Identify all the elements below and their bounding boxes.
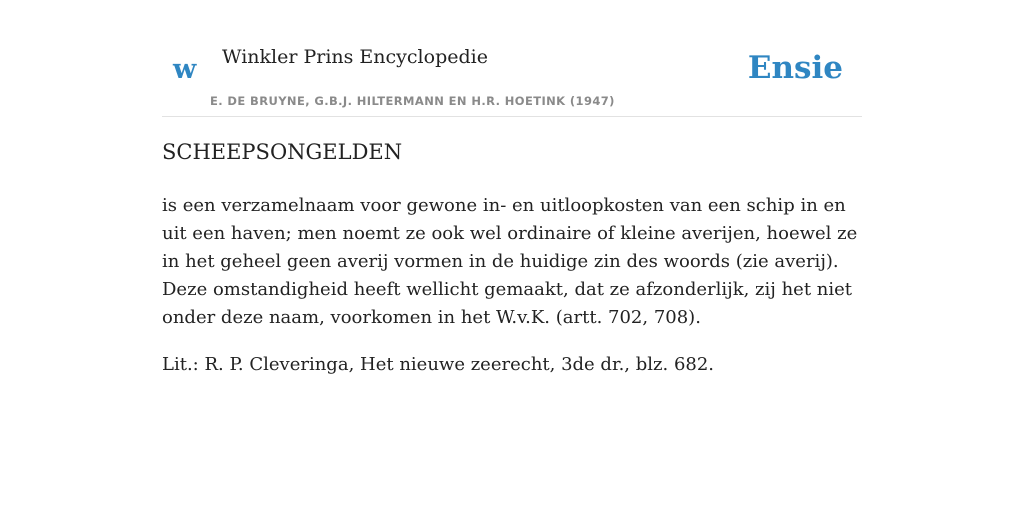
- article-headword: SCHEEPSONGELDEN: [162, 140, 403, 164]
- authors-line: E. DE BRUYNE, G.B.J. HILTERMANN EN H.R. HOETINK (1947): [210, 94, 615, 108]
- encyclopedia-header: [162, 36, 862, 117]
- winkler-prins-logo-icon[interactable]: w: [173, 54, 197, 85]
- encyclopedia-title[interactable]: Winkler Prins Encyclopedie: [222, 46, 488, 68]
- ensie-logo[interactable]: Ensie: [747, 50, 843, 86]
- article-body: is een verzamelnaam voor gewone in- en uitloopkosten van een schip in en uit een haven; men noemt ze ook wel ordinaire of kleine averijen, hoewel ze in het geheel geen averij vormen in de huidige zin des woords (zie averij). Deze omstandigheid heeft wellicht gemaakt, dat ze afzonderlijk, zij het niet onder deze naam, voorkomen in het W.v.K. (artt. 702, 708).: [162, 195, 858, 328]
- literature-reference: Lit.: R. P. Cleveringa, Het nieuwe zeerecht, 3de dr., blz. 682.: [162, 354, 715, 375]
